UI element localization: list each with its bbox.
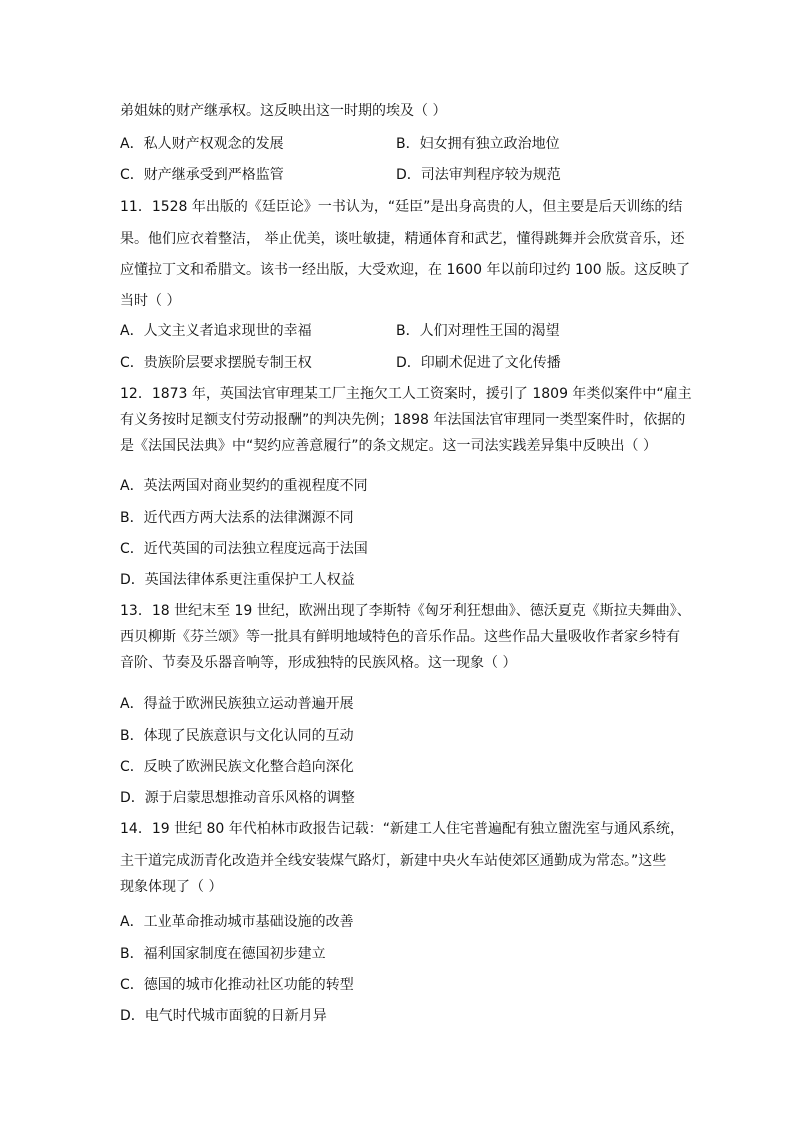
q12-stem-line-1: 12．1873 年，英国法官审理某工厂主拖欠工人工资案时，援引了 1809 年类似案件中“雇主	[120, 386, 692, 402]
q10-option-c: C．财产继承受到严格监管	[120, 167, 284, 183]
q11-option-b: B．人们对理性王国的渴望	[396, 323, 560, 339]
q14-option-a: A．工业革命推动城市基础设施的改善	[120, 914, 354, 930]
q12-stem-line-3: 是《法国民法典》中“契约应善意履行”的条文规定。这一司法实践差异集中反映出（ ）	[120, 438, 657, 454]
q11-stem-line-1: 11．1528 年出版的《廷臣论》一书认为，“廷臣”是出身高贵的人，但主要是后天训练的结	[120, 199, 683, 215]
q12-option-a: A．英法两国对商业契约的重视程度不同	[120, 478, 368, 494]
q11-option-d: D．印刷术促进了文化传播	[396, 355, 561, 371]
q11-option-c: C．贵族阶层要求摆脱专制王权	[120, 355, 312, 371]
q12-option-d: D．英国法律体系更注重保护工人权益	[120, 572, 355, 588]
q11-option-a: A．人文主义者追求现世的幸福	[120, 323, 312, 339]
q10-option-d: D．司法审判程序较为规范	[396, 167, 561, 183]
q13-option-c: C．反映了欧洲民族文化整合趋向深化	[120, 759, 354, 775]
q13-stem-line-1: 13．18 世纪末至 19 世纪，欧洲出现了李斯特《匈牙利狂想曲》、德沃夏克《斯拉夫舞曲》、	[120, 603, 691, 619]
q12-option-c: C．近代英国的司法独立程度远高于法国	[120, 541, 368, 557]
q14-stem-line-2: 主干道完成沥青化改造并全线安装煤气路灯，新建中央火车站使郊区通勤成为常态。”这些	[120, 853, 667, 869]
q10-option-a: A．私人财产权观念的发展	[120, 136, 284, 152]
q11-stem-line-2: 果。他们应衣着整洁， 举止优美，谈吐敏捷，精通体育和武艺，懂得跳舞并会欣赏音乐，还	[120, 231, 685, 247]
q14-option-d: D．电气时代城市面貌的日新月异	[120, 1008, 327, 1024]
q11-stem-line-3: 应懂拉丁文和希腊文。该书一经出版，大受欢迎，在 1600 年以前印过约 100 版。这反映了	[120, 262, 691, 278]
q13-option-d: D．源于启蒙思想推动音乐风格的调整	[120, 790, 355, 806]
q11-stem-line-4: 当时（ ）	[120, 293, 181, 309]
q10-stem-tail: 弟姐妹的财产继承权。这反映出这一时期的埃及（ ）	[120, 103, 447, 119]
q13-stem-line-2: 西贝柳斯《芬兰颂》等一批具有鲜明地域特色的音乐作品。这些作品大量吸收作者家乡特有	[120, 629, 680, 645]
q13-option-a: A．得益于欧洲民族独立运动普遍开展	[120, 696, 354, 712]
q14-option-c: C．德国的城市化推动社区功能的转型	[120, 977, 354, 993]
q13-option-b: B．体现了民族意识与文化认同的互动	[120, 728, 354, 744]
q12-stem-line-2: 有义务按时足额支付劳动报酬”的判决先例；1898 年法国法官审理同一类型案件时，依据的	[120, 412, 686, 428]
q13-stem-line-3: 音阶、节奏及乐器音响等，形成独特的民族风格。这一现象（ ）	[120, 655, 517, 671]
q14-option-b: B．福利国家制度在德国初步建立	[120, 946, 326, 962]
q10-option-b: B．妇女拥有独立政治地位	[396, 136, 560, 152]
q14-stem-line-3: 现象体现了（ ）	[120, 879, 223, 895]
q12-option-b: B．近代西方两大法系的法律渊源不同	[120, 510, 354, 526]
q14-stem-line-1: 14．19 世纪 80 年代柏林市政报告记载：“新建工人住宅普遍配有独立盥洗室与通风系统，	[120, 821, 685, 837]
